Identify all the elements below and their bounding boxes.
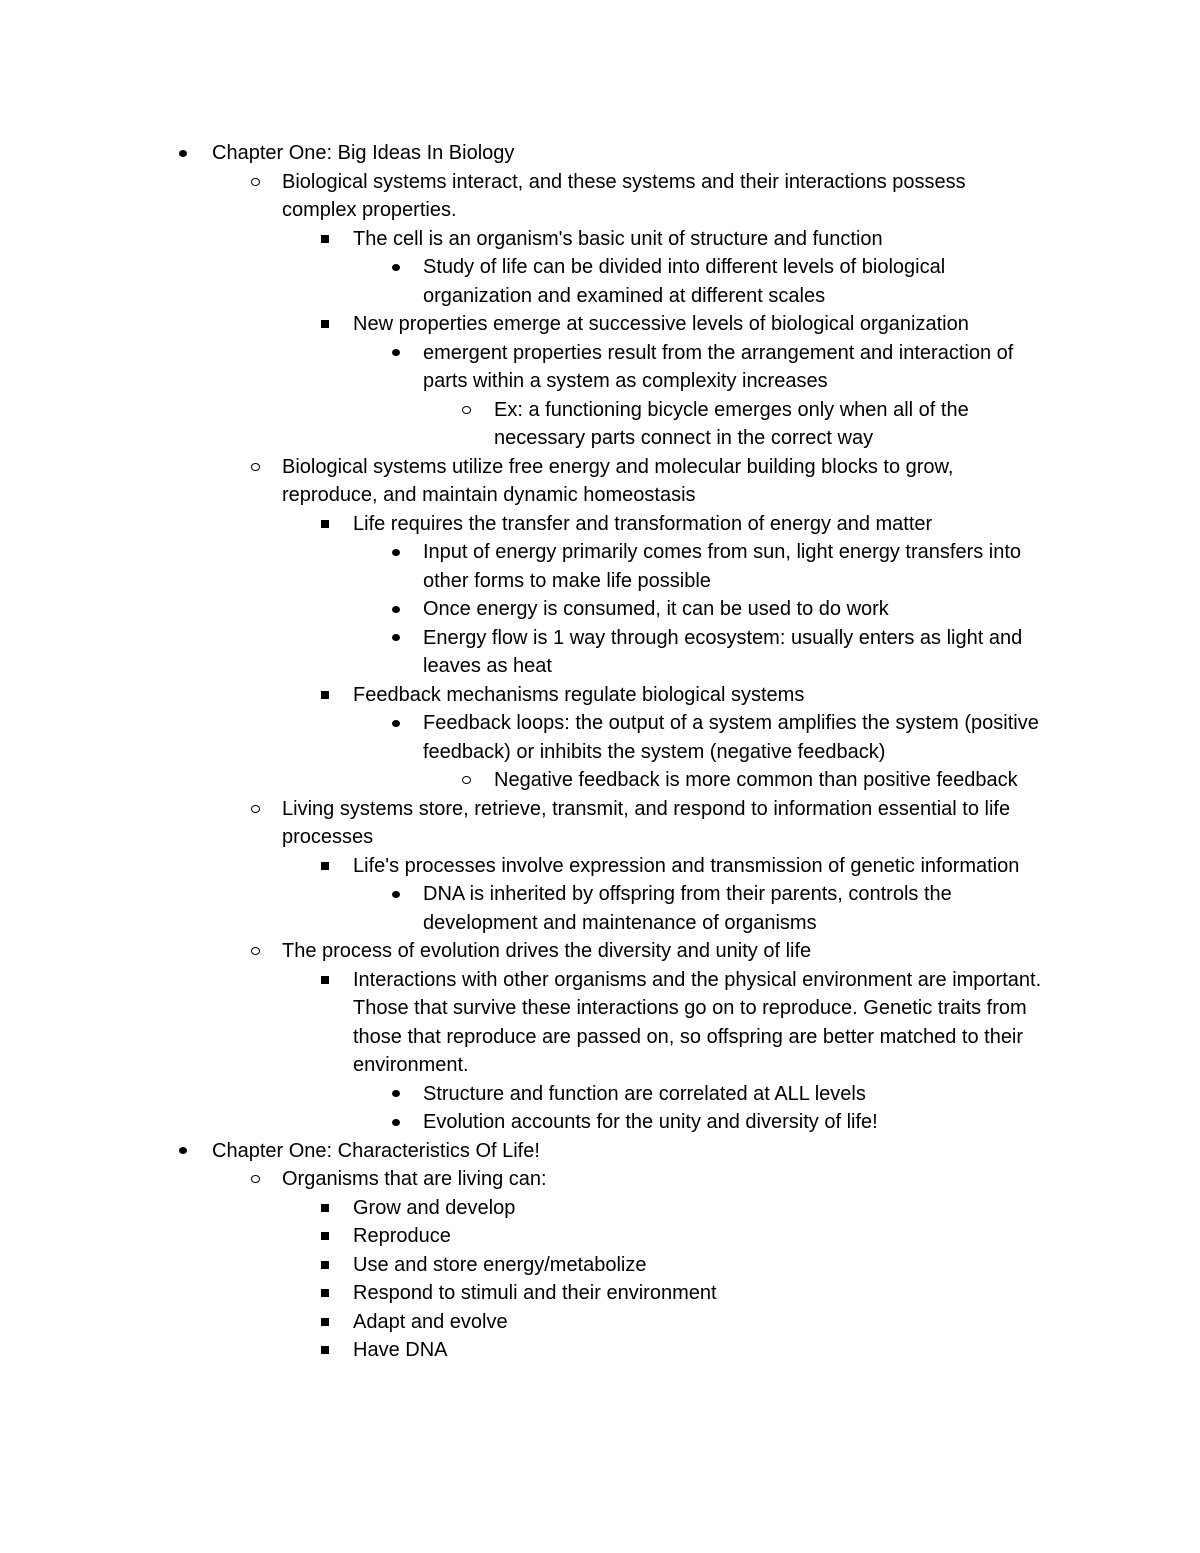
outline-item-text: New properties emerge at successive levels of biological organization [353,313,969,335]
outline-item-level-2 [0,225,1043,254]
disc-bullet-icon [386,538,406,567]
outline-item-text: emergent properties result from the arrangement and interaction of parts within a system as complexity increases [423,341,1014,392]
outline-item-level-2 [0,852,1043,881]
outline-item-text: Have DNA [353,1339,448,1361]
outline-item-text: Biological systems interact, and these systems and their interactions possess complex properties. [282,170,966,221]
outline-item-level-2 [0,1336,1043,1365]
circle-bullet-icon [245,1165,265,1194]
square-bullet-icon [315,310,335,339]
outline-item-level-4 [0,766,1064,795]
outline-item-text: Structure and function are correlated at ALL levels [423,1082,866,1105]
outline-item-level-1 [0,453,1032,510]
square-bullet-icon [315,1222,335,1251]
square-bullet-icon [315,966,335,995]
disc-bullet-icon [386,880,406,909]
outline-item-level-3 [0,339,1043,396]
outline-item-level-3 [0,880,1043,937]
disc-bullet-icon [386,1108,406,1137]
disc-bullet-icon [386,339,406,368]
outline-item-level-3 [0,538,1043,595]
outline-item-level-1 [0,1165,1032,1194]
outline-item-text: Respond to stimuli and their environment [353,1282,717,1304]
outline-item-level-2 [0,966,1043,1080]
disc-bullet-icon [386,595,406,624]
outline-item-level-0 [0,1137,1052,1166]
square-bullet-icon [315,1279,335,1308]
outline-item-level-3 [0,624,1043,681]
outline-item-text: Organisms that are living can: [282,1168,547,1190]
outline-item-text: The cell is an organism's basic unit of structure and function [353,227,883,250]
outline-item-text: Use and store energy/metabolize [353,1253,647,1276]
outline-item-text: Ex: a functioning bicycle emerges only when all of the necessary parts connect in the correct way [494,398,969,449]
outline-item-text: Negative feedback is more common than positive feedback [494,769,1018,791]
outline-item-level-3 [0,1080,1043,1109]
outline-item-text: Interactions with other organisms and the physical environment are important. Those that survive these interactions go on to reproduce. Genetic traits from those that reproduce are passed on, so offspring are better matched to their environment. [353,968,1042,1076]
disc-bullet-icon [173,139,193,168]
outline-item-text: Adapt and evolve [353,1310,508,1333]
outline-item-text: DNA is inherited by offspring from their parents, controls the development and maintenance of organisms [423,883,952,934]
document-page [0,139,1200,1365]
outline-item-level-3 [0,1108,1043,1137]
outline-item-level-3 [0,253,1043,310]
outline-item-level-1 [0,795,1032,852]
outline-item-level-4 [0,396,1064,453]
outline-item-level-2 [0,681,1043,710]
square-bullet-icon [315,1194,335,1223]
outline-item-text: Grow and develop [353,1196,516,1219]
square-bullet-icon [315,681,335,710]
disc-bullet-icon [386,624,406,653]
outline-item-level-3 [0,709,1043,766]
square-bullet-icon [315,1336,335,1365]
outline-item-text: Biological systems utilize free energy and molecular building blocks to grow, reproduce, and maintain dynamic homeostasis [282,455,954,506]
outline-item-text: Reproduce [353,1225,451,1247]
outline-item-text: Living systems store, retrieve, transmit, and respond to information essential to life processes [282,797,1011,848]
outline-item-text: The process of evolution drives the diversity and unity of life [282,940,812,962]
outline-item-level-2 [0,510,1043,539]
disc-bullet-icon [386,709,406,738]
disc-bullet-icon [173,1137,193,1166]
outline-item-text: Life requires the transfer and transformation of energy and matter [353,512,933,535]
square-bullet-icon [315,225,335,254]
outline-item-text: Feedback loops: the output of a system amplifies the system (positive feedback) or inhibits the system (negative feedback) [423,712,1039,763]
circle-bullet-icon [245,168,265,197]
outline-item-level-2 [0,1251,1043,1280]
outline-item-level-1 [0,937,1032,966]
outline-item-level-2 [0,1308,1043,1337]
outline-item-level-1 [0,168,1032,225]
outline-item-text: Study of life can be divided into different levels of biological organization and examined at different scales [423,256,946,307]
notes-outline [0,139,1200,1365]
disc-bullet-icon [386,253,406,282]
outline-item-level-0 [0,139,1052,168]
outline-item-text: Energy flow is 1 way through ecosystem: usually enters as light and leaves as heat [423,626,1023,677]
outline-item-level-3 [0,595,1043,624]
square-bullet-icon [315,1308,335,1337]
outline-item-text: Evolution accounts for the unity and diversity of life! [423,1111,878,1133]
outline-item-text: Chapter One: Characteristics Of Life! [212,1139,540,1162]
circle-bullet-icon [245,795,265,824]
square-bullet-icon [315,510,335,539]
circle-bullet-icon [245,453,265,482]
outline-item-text: Feedback mechanisms regulate biological systems [353,683,805,706]
circle-bullet-icon [456,766,476,795]
outline-item-text: Once energy is consumed, it can be used to do work [423,598,889,620]
square-bullet-icon [315,852,335,881]
square-bullet-icon [315,1251,335,1280]
outline-item-text: Chapter One: Big Ideas In Biology [212,142,515,164]
outline-item-level-2 [0,310,1043,339]
outline-item-level-2 [0,1279,1043,1308]
circle-bullet-icon [456,396,476,425]
disc-bullet-icon [386,1080,406,1109]
outline-item-level-2 [0,1194,1043,1223]
circle-bullet-icon [245,937,265,966]
outline-item-level-2 [0,1222,1043,1251]
outline-item-text: Life's processes involve expression and transmission of genetic information [353,854,1020,877]
outline-item-text: Input of energy primarily comes from sun, light energy transfers into other forms to make life possible [423,541,1022,592]
